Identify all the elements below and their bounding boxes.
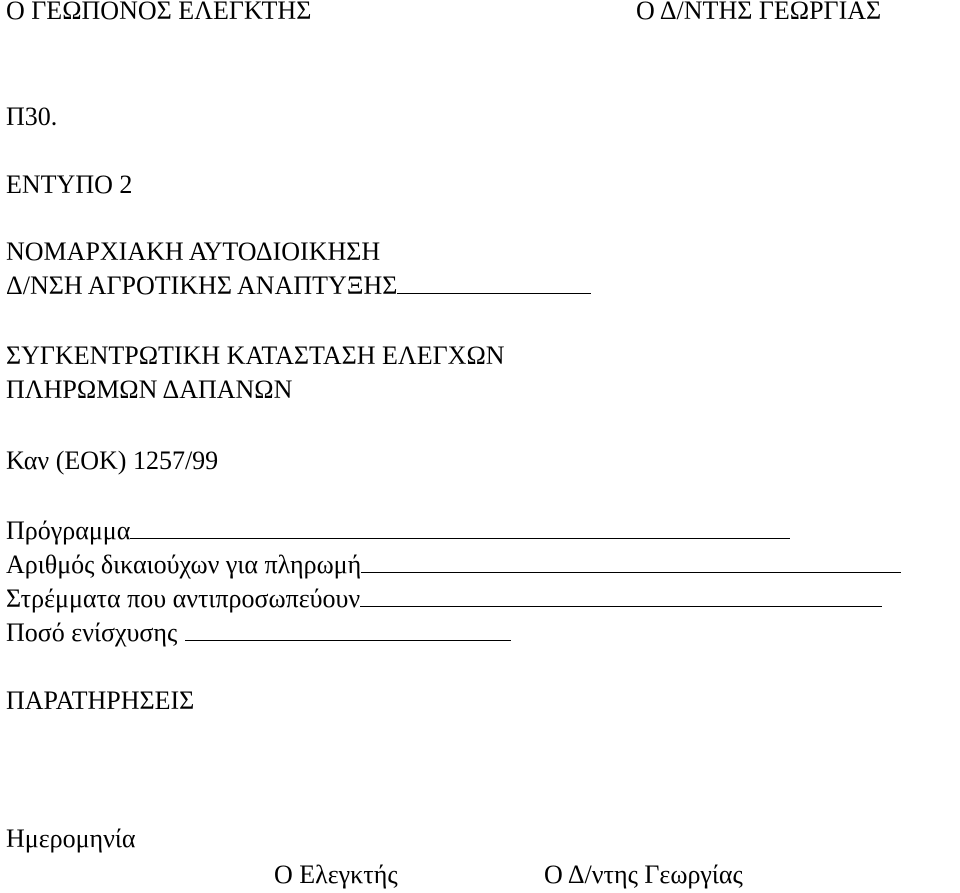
document-title-line2: ΠΛΗΡΩΜΩΝ ΔΑΠΑΝΩΝ [6, 375, 293, 404]
inspector-signature-label: Ο Ελεγκτής [274, 860, 398, 889]
amount-field [6, 618, 511, 648]
program-label: Πρόγραμμα [6, 516, 131, 545]
document-code: Π30. [6, 102, 58, 131]
directorate-blank [397, 271, 591, 294]
header-inspector-title: Ο ΓΕΩΠΟΝΟΣ ΕΛΕΓΚΤΗΣ [6, 0, 312, 25]
program-field [6, 516, 790, 546]
regulation-reference: Καν (ΕΟΚ) 1257/99 [6, 446, 219, 475]
date-label: Ημερομηνία [6, 824, 136, 853]
director-signature-label: Ο Δ/ντης Γεωργίας [544, 860, 743, 889]
beneficiaries-label: Αριθμός δικαιούχων για πληρωμή [6, 550, 362, 579]
form-number: ΕΝΤΥΠΟ 2 [6, 170, 133, 199]
header-director-title: Ο Δ/ΝΤΗΣ ΓΕΩΡΓΙΑΣ [636, 0, 882, 25]
stremmata-blank [360, 584, 882, 607]
amount-label: Ποσό ενίσχυσης [6, 618, 178, 647]
remarks-heading: ΠΑΡΑΤΗΡΗΣΕΙΣ [6, 686, 195, 715]
stremmata-label: Στρέμματα που αντιπροσωπεύουν [6, 584, 361, 613]
amount-blank [185, 618, 511, 641]
beneficiaries-field [6, 550, 901, 580]
stremmata-field [6, 584, 882, 614]
authority-name: ΝΟΜΑΡΧΙΑΚΗ ΑΥΤΟΔΙΟΙΚΗΣΗ [6, 237, 381, 266]
document-title-line1: ΣΥΓΚΕΝΤΡΩΤΙΚΗ ΚΑΤΑΣΤΑΣΗ ΕΛΕΓΧΩΝ [6, 341, 505, 370]
directorate-line [6, 271, 591, 301]
directorate-name: Δ/ΝΣΗ ΑΓΡΟΤΙΚΗΣ ΑΝΑΠΤΥΞΗΣ [6, 271, 398, 300]
program-blank [130, 516, 790, 539]
beneficiaries-blank [361, 550, 901, 573]
